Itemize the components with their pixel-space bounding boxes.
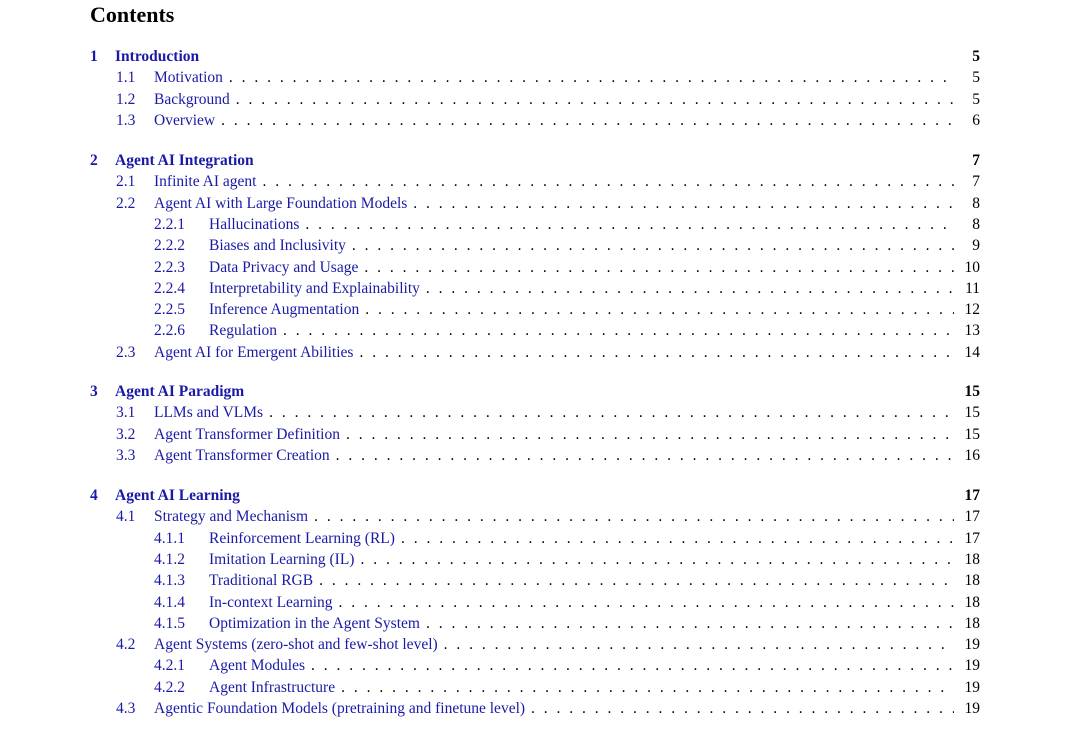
toc-subsection-entry[interactable]: [154, 321, 980, 341]
entry-title-link[interactable]: Agent Infrastructure: [209, 678, 336, 696]
dot-leader: [336, 446, 954, 466]
dot-leader: [339, 593, 954, 613]
entry-title-link[interactable]: Overview: [154, 111, 216, 129]
entry-number: 4: [90, 487, 98, 504]
toc-chapter-entry[interactable]: [90, 486, 980, 506]
toc-section-entry[interactable]: [116, 68, 980, 88]
entry-page-number: 12: [964, 301, 980, 319]
entry-number: 4.3: [116, 700, 136, 717]
entry-number: 2.3: [116, 343, 136, 361]
entry-title-link[interactable]: Agent AI Integration: [115, 152, 254, 169]
entry-page-number: 18: [964, 614, 980, 632]
entry-title-link[interactable]: Traditional RGB: [209, 572, 314, 590]
toc-subsection-entry[interactable]: [154, 529, 980, 549]
toc-section-entry[interactable]: [116, 635, 980, 655]
entry-number: 2: [90, 152, 98, 169]
entry-title-link[interactable]: Introduction: [115, 48, 200, 65]
toc-chapter-entry[interactable]: [90, 151, 980, 171]
entry-page-number: 8: [972, 215, 980, 233]
entry-number: 4.2.1: [154, 657, 185, 675]
entry-title-link[interactable]: Agent Modules: [209, 657, 306, 675]
toc-section-entry[interactable]: [116, 194, 980, 214]
entry-title-link[interactable]: Agent AI Learning: [115, 487, 240, 504]
entry-title-link[interactable]: LLMs and VLMs: [154, 404, 264, 422]
entry-page-number: 7: [972, 152, 980, 169]
entry-number: 3.3: [116, 446, 136, 464]
entry-page-number: 7: [972, 173, 980, 191]
entry-number: 2.2.2: [154, 237, 185, 255]
dot-leader: [319, 571, 954, 591]
entry-title-link[interactable]: In-context Learning: [209, 593, 333, 611]
entry-page-number: 17: [964, 529, 980, 547]
dot-leader: [352, 236, 954, 256]
toc-chapter-entry[interactable]: [90, 47, 980, 67]
entry-title-link[interactable]: Agent Transformer Definition: [154, 425, 340, 443]
dot-leader: [426, 614, 954, 634]
toc-section-entry[interactable]: [116, 403, 980, 423]
entry-title-link[interactable]: Data Privacy and Usage: [209, 258, 359, 276]
toc-section-entry[interactable]: [116, 425, 980, 445]
dot-leader: [359, 343, 954, 363]
entry-number: 2.2.6: [154, 322, 185, 340]
entry-title-link[interactable]: Motivation: [154, 69, 223, 87]
entry-number: 4.1.2: [154, 550, 185, 568]
entry-page-number: 11: [965, 279, 980, 297]
entry-page-number: 5: [972, 48, 980, 65]
entry-page-number: 14: [964, 343, 980, 361]
toc-subsection-entry[interactable]: [154, 656, 980, 676]
entry-title-link[interactable]: Imitation Learning (IL): [209, 550, 355, 568]
entry-page-number: 18: [964, 550, 980, 568]
entry-title-link[interactable]: Background: [154, 90, 230, 108]
toc-section-entry[interactable]: [116, 111, 980, 131]
toc-subsection-entry[interactable]: [154, 678, 980, 698]
dot-leader: [364, 258, 954, 278]
entry-number: 2.1: [116, 173, 136, 191]
entry-page-number: 6: [972, 111, 980, 129]
entry-title-link[interactable]: Inference Augmentation: [209, 301, 360, 319]
toc-subsection-entry[interactable]: [154, 215, 980, 235]
toc-subsection-entry[interactable]: [154, 614, 980, 634]
entry-number: 2.2.4: [154, 279, 185, 297]
entry-number: 1.1: [116, 69, 136, 87]
entry-number: 2.2.3: [154, 258, 185, 276]
entry-number: 4.2: [116, 636, 136, 654]
entry-page-number: 17: [964, 487, 980, 504]
toc-subsection-entry[interactable]: [154, 300, 980, 320]
entry-title-link[interactable]: Strategy and Mechanism: [154, 508, 309, 526]
entry-page-number: 9: [972, 237, 980, 255]
entry-title-link[interactable]: Reinforcement Learning (RL): [209, 529, 395, 547]
entry-title-link[interactable]: Agent AI Paradigm: [115, 383, 245, 400]
entry-number: 4.1.5: [154, 614, 185, 632]
toc-subsection-entry[interactable]: [154, 550, 980, 570]
entry-page-number: 13: [964, 322, 980, 340]
dot-leader: [346, 425, 954, 445]
entry-title-link[interactable]: Infinite AI agent: [154, 173, 257, 191]
entry-number: 1.2: [116, 90, 136, 108]
toc-section-entry[interactable]: [116, 507, 980, 527]
toc-subsection-entry[interactable]: [154, 571, 980, 591]
dot-leader: [341, 678, 954, 698]
entry-title-link[interactable]: Agent AI for Emergent Abilities: [154, 343, 354, 361]
entry-page-number: 18: [964, 572, 980, 590]
entry-number: 2.2: [116, 194, 136, 212]
entry-title-link[interactable]: Interpretability and Explainability: [209, 279, 420, 297]
entry-page-number: 8: [972, 194, 980, 212]
entry-number: 2.2.1: [154, 215, 185, 233]
entry-number: 3.2: [116, 425, 136, 443]
entry-page-number: 5: [972, 90, 980, 108]
entry-title-link[interactable]: Hallucinations: [209, 215, 300, 233]
entry-number: 1.3: [116, 111, 136, 129]
toc-subsection-entry[interactable]: [154, 258, 980, 278]
entry-number: 4.1: [116, 508, 136, 526]
dot-leader: [531, 699, 954, 719]
entry-page-number: 10: [964, 258, 980, 276]
entry-number: 4.1.1: [154, 529, 185, 547]
dot-leader: [283, 321, 954, 341]
dot-leader: [360, 550, 954, 570]
entry-page-number: 5: [972, 69, 980, 87]
entry-page-number: 19: [964, 657, 980, 675]
dot-leader: [229, 68, 954, 88]
dot-leader: [426, 279, 954, 299]
entry-page-number: 18: [964, 593, 980, 611]
dot-leader: [262, 172, 954, 192]
entry-title-link[interactable]: Optimization in the Agent System: [209, 614, 420, 632]
entry-page-number: 15: [964, 425, 980, 443]
entry-title-link[interactable]: Agent Systems (zero-shot and few-shot level): [154, 636, 438, 654]
toc-section-entry[interactable]: [116, 90, 980, 110]
dot-leader: [314, 507, 954, 527]
dot-leader: [305, 215, 954, 235]
entry-number: 4.1.4: [154, 593, 185, 611]
dot-leader: [269, 403, 954, 423]
toc-chapter-entry[interactable]: [90, 382, 980, 402]
entry-title-link[interactable]: Agent AI with Large Foundation Models: [154, 194, 408, 212]
entry-page-number: 19: [964, 700, 980, 717]
entry-page-number: 16: [964, 446, 980, 464]
dot-leader: [221, 111, 954, 131]
toc-subsection-entry[interactable]: [154, 593, 980, 613]
dot-leader: [413, 194, 954, 214]
dot-leader: [444, 635, 954, 655]
toc-section-entry[interactable]: [116, 699, 980, 719]
toc-section-entry[interactable]: [116, 343, 980, 363]
entry-number: 3: [90, 383, 98, 400]
entry-number: 2.2.5: [154, 301, 185, 319]
entry-number: 3.1: [116, 404, 136, 422]
entry-page-number: 19: [964, 636, 980, 654]
dot-leader: [236, 90, 954, 110]
entry-number: 1: [90, 48, 98, 65]
entry-page-number: 15: [964, 404, 980, 422]
dot-leader: [311, 656, 954, 676]
toc-subsection-entry[interactable]: [154, 236, 980, 256]
entry-title-link[interactable]: Agent Transformer Creation: [154, 446, 330, 464]
entry-page-number: 19: [964, 678, 980, 696]
dot-leader: [401, 529, 954, 549]
entry-title-link[interactable]: Biases and Inclusivity: [209, 237, 346, 255]
toc-section-entry[interactable]: [116, 172, 980, 192]
entry-page-number: 17: [964, 508, 980, 526]
dot-leader: [365, 300, 954, 320]
entry-page-number: 15: [964, 383, 980, 400]
entry-number: 4.2.2: [154, 678, 185, 696]
page-title: Contents: [90, 2, 175, 27]
entry-number: 4.1.3: [154, 572, 185, 590]
entry-title-link[interactable]: Agentic Foundation Models (pretraining and finetune level): [154, 700, 526, 717]
entry-title-link[interactable]: Regulation: [209, 322, 278, 340]
toc-section-entry[interactable]: [116, 446, 980, 466]
toc-subsection-entry[interactable]: [154, 279, 980, 299]
